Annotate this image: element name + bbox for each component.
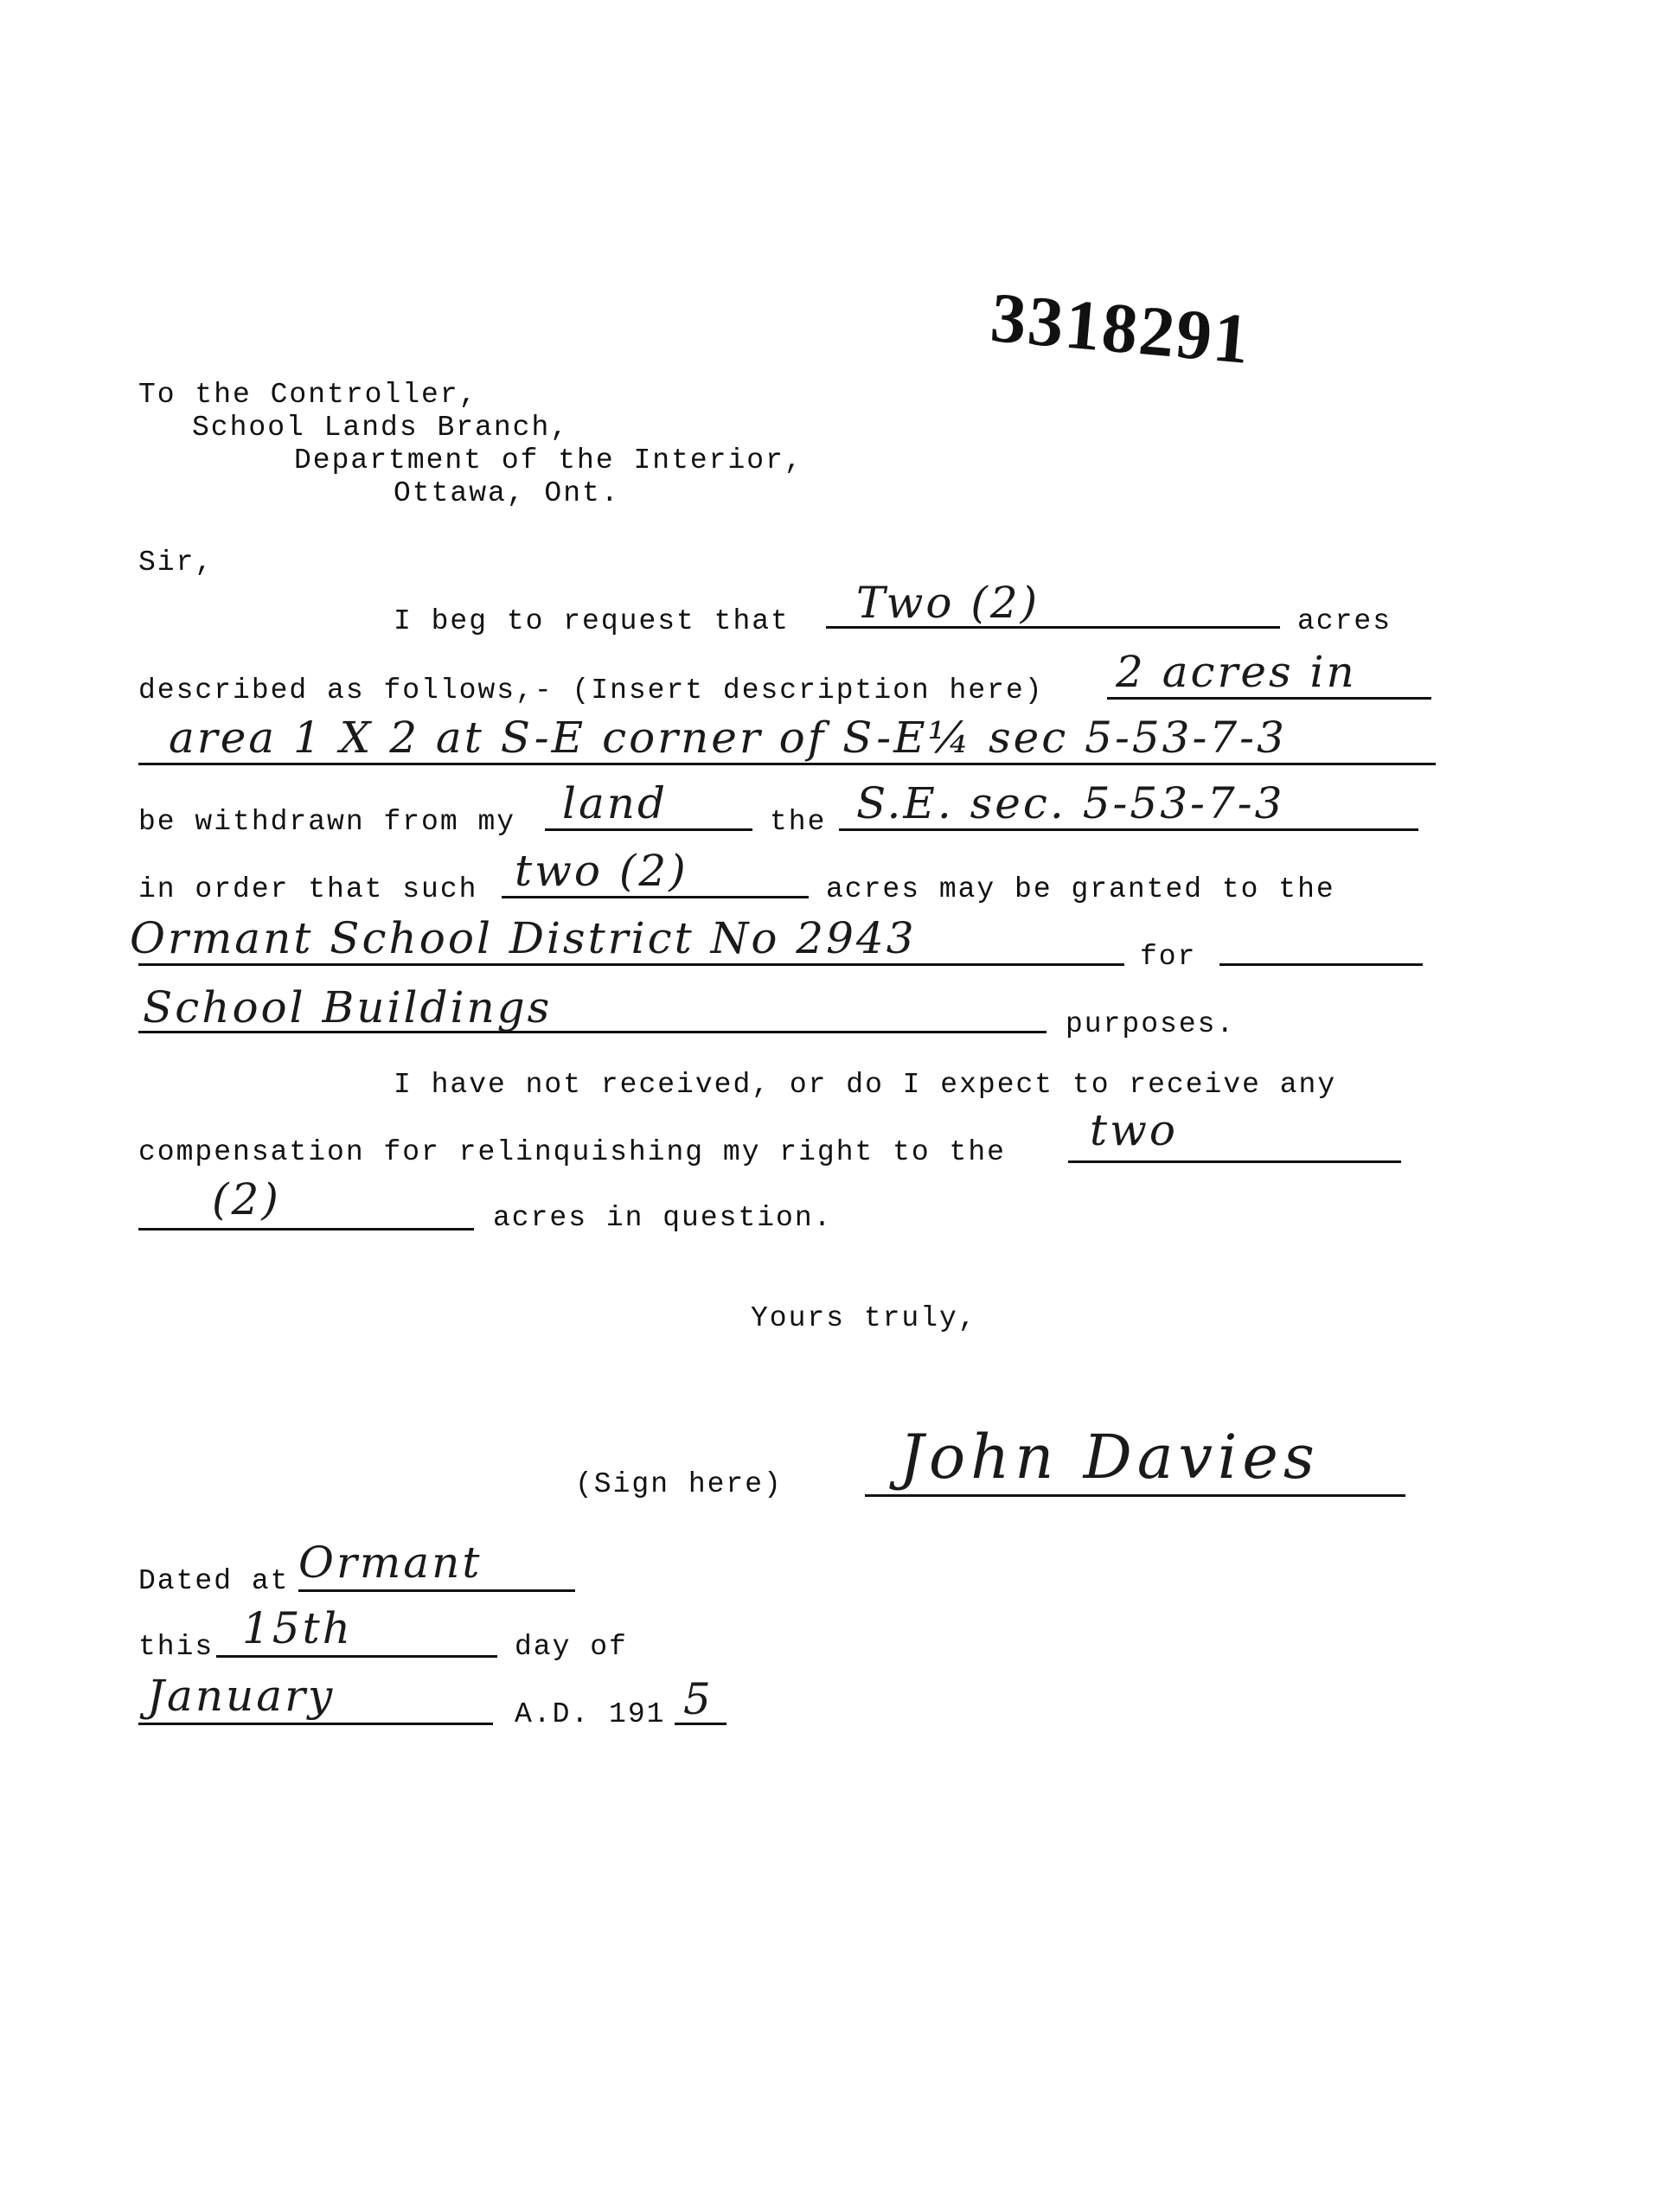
- day-of-label: day of: [515, 1631, 628, 1663]
- blank-line-day: [216, 1655, 497, 1658]
- not-received-text: I have not received, or do I expect to receive any: [394, 1069, 1337, 1101]
- blank-line-grantee: [138, 963, 1124, 966]
- address-line-3: Department of the Interior,: [294, 444, 803, 476]
- handwritten-comp-amount-word: two: [1090, 1105, 1178, 1155]
- this-label: this: [138, 1631, 214, 1663]
- dated-at-label: Dated at: [138, 1565, 290, 1597]
- blank-line-month: [138, 1723, 493, 1725]
- closing: Yours truly,: [751, 1302, 977, 1334]
- blank-line-year: [675, 1723, 726, 1725]
- request-text: I beg to request that: [394, 605, 790, 637]
- handwritten-year-digit: 5: [683, 1674, 714, 1724]
- the-word: the: [770, 806, 827, 838]
- salutation: Sir,: [138, 547, 214, 579]
- in-order-text: in order that such: [138, 873, 478, 905]
- handwritten-my-what: land: [562, 778, 669, 828]
- described-text: described as follows,- (Insert description here): [138, 674, 1044, 706]
- blank-line-my-what: [545, 828, 752, 831]
- handwritten-such-amount: two (2): [515, 846, 688, 896]
- blank-line-comp-amount-word: [1068, 1160, 1401, 1163]
- blank-line-place: [298, 1589, 575, 1592]
- compensation-text: compensation for relinquishing my right to the: [138, 1136, 1006, 1168]
- handwritten-day: 15th: [242, 1603, 353, 1653]
- address-line-2: School Lands Branch,: [192, 412, 570, 444]
- signature: John Davies: [899, 1422, 1320, 1493]
- handwritten-month: January: [147, 1671, 336, 1721]
- granted-text: acres may be granted to the: [826, 873, 1335, 905]
- sign-here-label: (Sign here): [575, 1468, 783, 1500]
- blank-line-description-1: [1107, 697, 1431, 700]
- ad-label: A.D. 191: [515, 1698, 666, 1730]
- address-line-4: Ottawa, Ont.: [394, 477, 620, 509]
- blank-line-such-amount: [502, 896, 809, 898]
- handwritten-land-description: S.E. sec. 5-53-7-3: [856, 778, 1285, 828]
- blank-line-acres: [826, 626, 1280, 629]
- acres-word: acres: [1297, 605, 1392, 637]
- handwritten-description-1: 2 acres in: [1116, 647, 1357, 697]
- blank-line-comp-amount-num: [138, 1228, 474, 1231]
- stamp-number: 3318291: [987, 277, 1254, 379]
- address-line-1: To the Controller,: [138, 379, 478, 411]
- in-question-text: acres in question.: [493, 1202, 833, 1234]
- blank-line-after-for: [1219, 963, 1423, 966]
- blank-line-purpose: [138, 1031, 1047, 1033]
- withdrawn-text: be withdrawn from my: [138, 806, 516, 838]
- handwritten-grantee: Ormant School District No 2943: [130, 913, 917, 963]
- purposes-word: purposes.: [1066, 1008, 1236, 1040]
- blank-line-land-description: [839, 828, 1418, 831]
- handwritten-comp-amount-num: (2): [212, 1174, 281, 1224]
- handwritten-purpose: School Buildings: [143, 982, 553, 1032]
- for-word: for: [1140, 941, 1197, 973]
- blank-line-description-2: [138, 763, 1436, 765]
- handwritten-place: Ormant: [298, 1538, 483, 1588]
- signature-line: [865, 1494, 1405, 1497]
- handwritten-description-2: area 1 X 2 at S-E corner of S-E¼ sec 5-53-7-3: [169, 713, 1287, 763]
- handwritten-acres-amount: Two (2): [856, 578, 1040, 628]
